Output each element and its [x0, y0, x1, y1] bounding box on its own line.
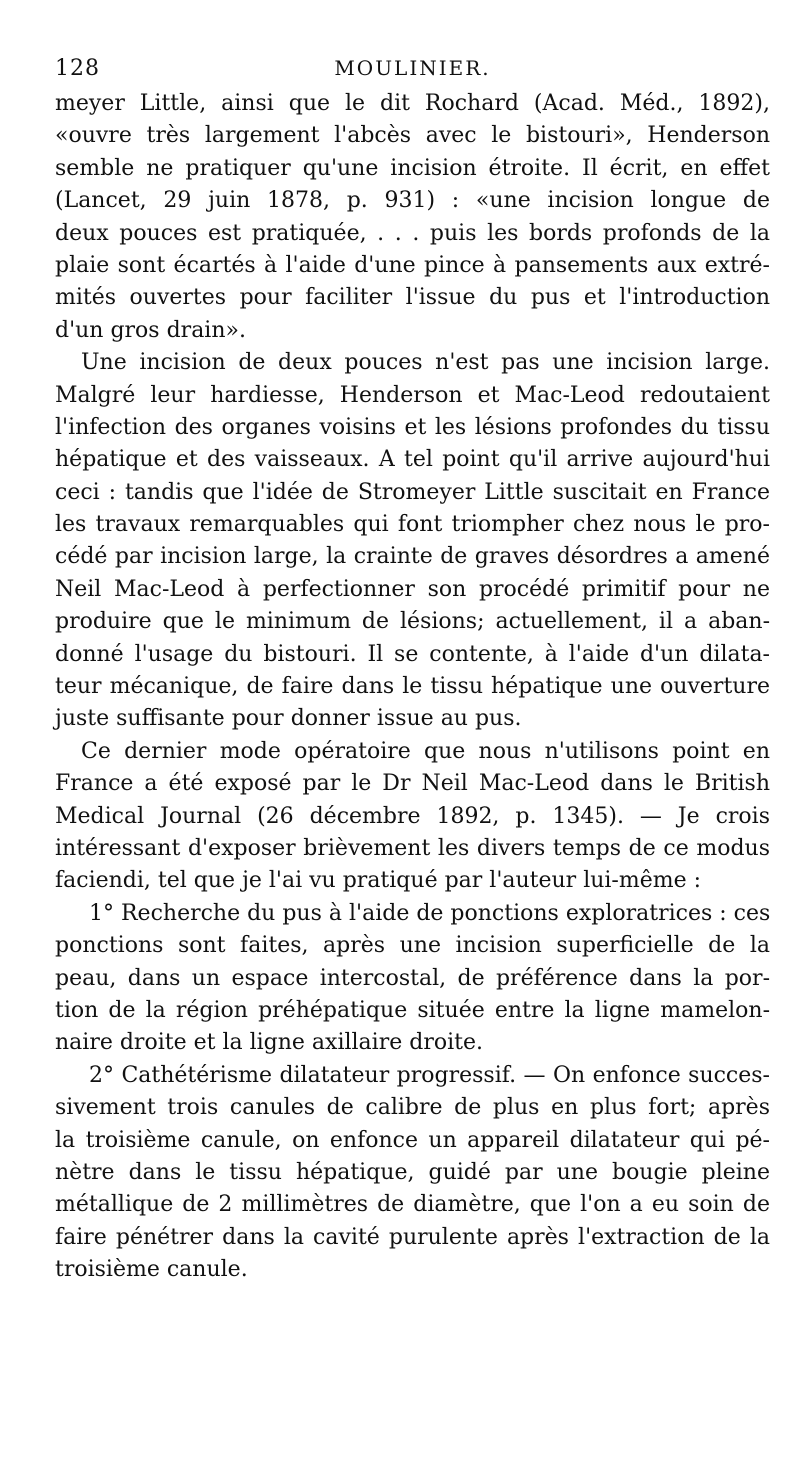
text-line: meyer Little, ainsi que le dit Rochard (Acad. Méd., 1892), [55, 91, 770, 116]
text-line: troisième canule. [55, 1257, 248, 1283]
text-line: Une incision de deux pouces n'est pas une incision large. [81, 350, 770, 376]
text-line: nètre dans le tissu hépatique, guidé par une bougie pleine [55, 1159, 770, 1185]
text-line: hépatique et des vaisseaux. A tel point qu'il arrive aujourd'hui [55, 447, 770, 473]
text-line: faciendi, tel que je l'ai vu pratiqué par l'auteur lui-même : [55, 868, 702, 894]
text-line: Malgré leur hardiesse, Henderson et Mac-Leod redoutaient [55, 382, 770, 408]
text-line: Medical Journal (26 décembre 1892, p. 1345). — Je crois [55, 803, 770, 829]
text-line: sivement trois canules de calibre de plus en plus fort; après [55, 1095, 770, 1121]
text-line: naire droite et la ligne axillaire droite. [55, 1030, 483, 1056]
text-line: Ce dernier mode opératoire que nous n'utilisons point en [81, 738, 770, 764]
page-number: 128 [55, 56, 100, 81]
running-head: MOULINIER. [334, 56, 491, 80]
text-line: intéressant d'exposer brièvement les divers temps de ce modus [55, 835, 770, 861]
text-line: donné l'usage du bistouri. Il se contente, à l'aide d'un dilata- [55, 641, 770, 667]
text-line: teur mécanique, de faire dans le tissu hépatique une ouverture [55, 674, 770, 700]
text-line: France a été exposé par le Dr Neil Mac-Leod dans le British [55, 771, 770, 797]
text-line: juste suffisante pour donner issue au pus. [55, 706, 522, 732]
text-line: peau, dans un espace intercostal, de préférence dans la por- [55, 965, 770, 991]
text-line: semble ne pratiquer qu'une incision étroite. Il écrit, en effet [55, 155, 770, 181]
text-line: d'un gros drain». [55, 317, 246, 343]
text-line: l'infection des organes voisins et les lésions profondes du tissu [55, 414, 770, 440]
text-line: ceci : tandis que l'idée de Stromeyer Little suscitait en France [55, 479, 770, 505]
text-line: ponctions sont faites, après une incision superficielle de la [55, 933, 770, 959]
text-line: plaie sont écartés à l'aide d'une pince à pansements aux extré- [55, 252, 770, 278]
text-line: produire que le minimum de lésions; actuellement, il a aban- [55, 609, 770, 635]
text-line: «ouvre très largement l'abcès avec le bistouri», Henderson [55, 123, 770, 149]
text-line: tion de la région préhépatique située entre la ligne mamelon- [55, 997, 770, 1023]
text-line: métallique de 2 millimètres de diamètre, que l'on a eu soin de [55, 1192, 770, 1218]
page-header [55, 56, 770, 86]
text-line: mités ouvertes pour faciliter l'issue du pus et l'introduction [55, 285, 770, 311]
body-text [55, 88, 770, 1286]
text-line: (Lancet, 29 juin 1878, p. 931) : «une incision longue de [55, 188, 770, 214]
text-line: 1° Recherche du pus à l'aide de ponctions exploratrices : ces [89, 900, 771, 926]
text-line: la troisième canule, on enfonce un appareil dilatateur qui pé- [55, 1127, 770, 1153]
text-line: Neil Mac-Leod à perfectionner son procédé primitif pour ne [55, 576, 770, 602]
text-line: cédé par incision large, la crainte de graves désordres a amené [55, 544, 770, 570]
text-line: les travaux remarquables qui font triompher chez nous le pro- [55, 512, 770, 538]
text-line: faire pénétrer dans la cavité purulente après l'extraction de la [55, 1224, 770, 1250]
text-line: 2° Cathétérisme dilatateur progressif. — On enfonce succes- [89, 1062, 770, 1088]
text-line: deux pouces est pratiquée, . . . puis les bords profonds de la [55, 220, 770, 246]
